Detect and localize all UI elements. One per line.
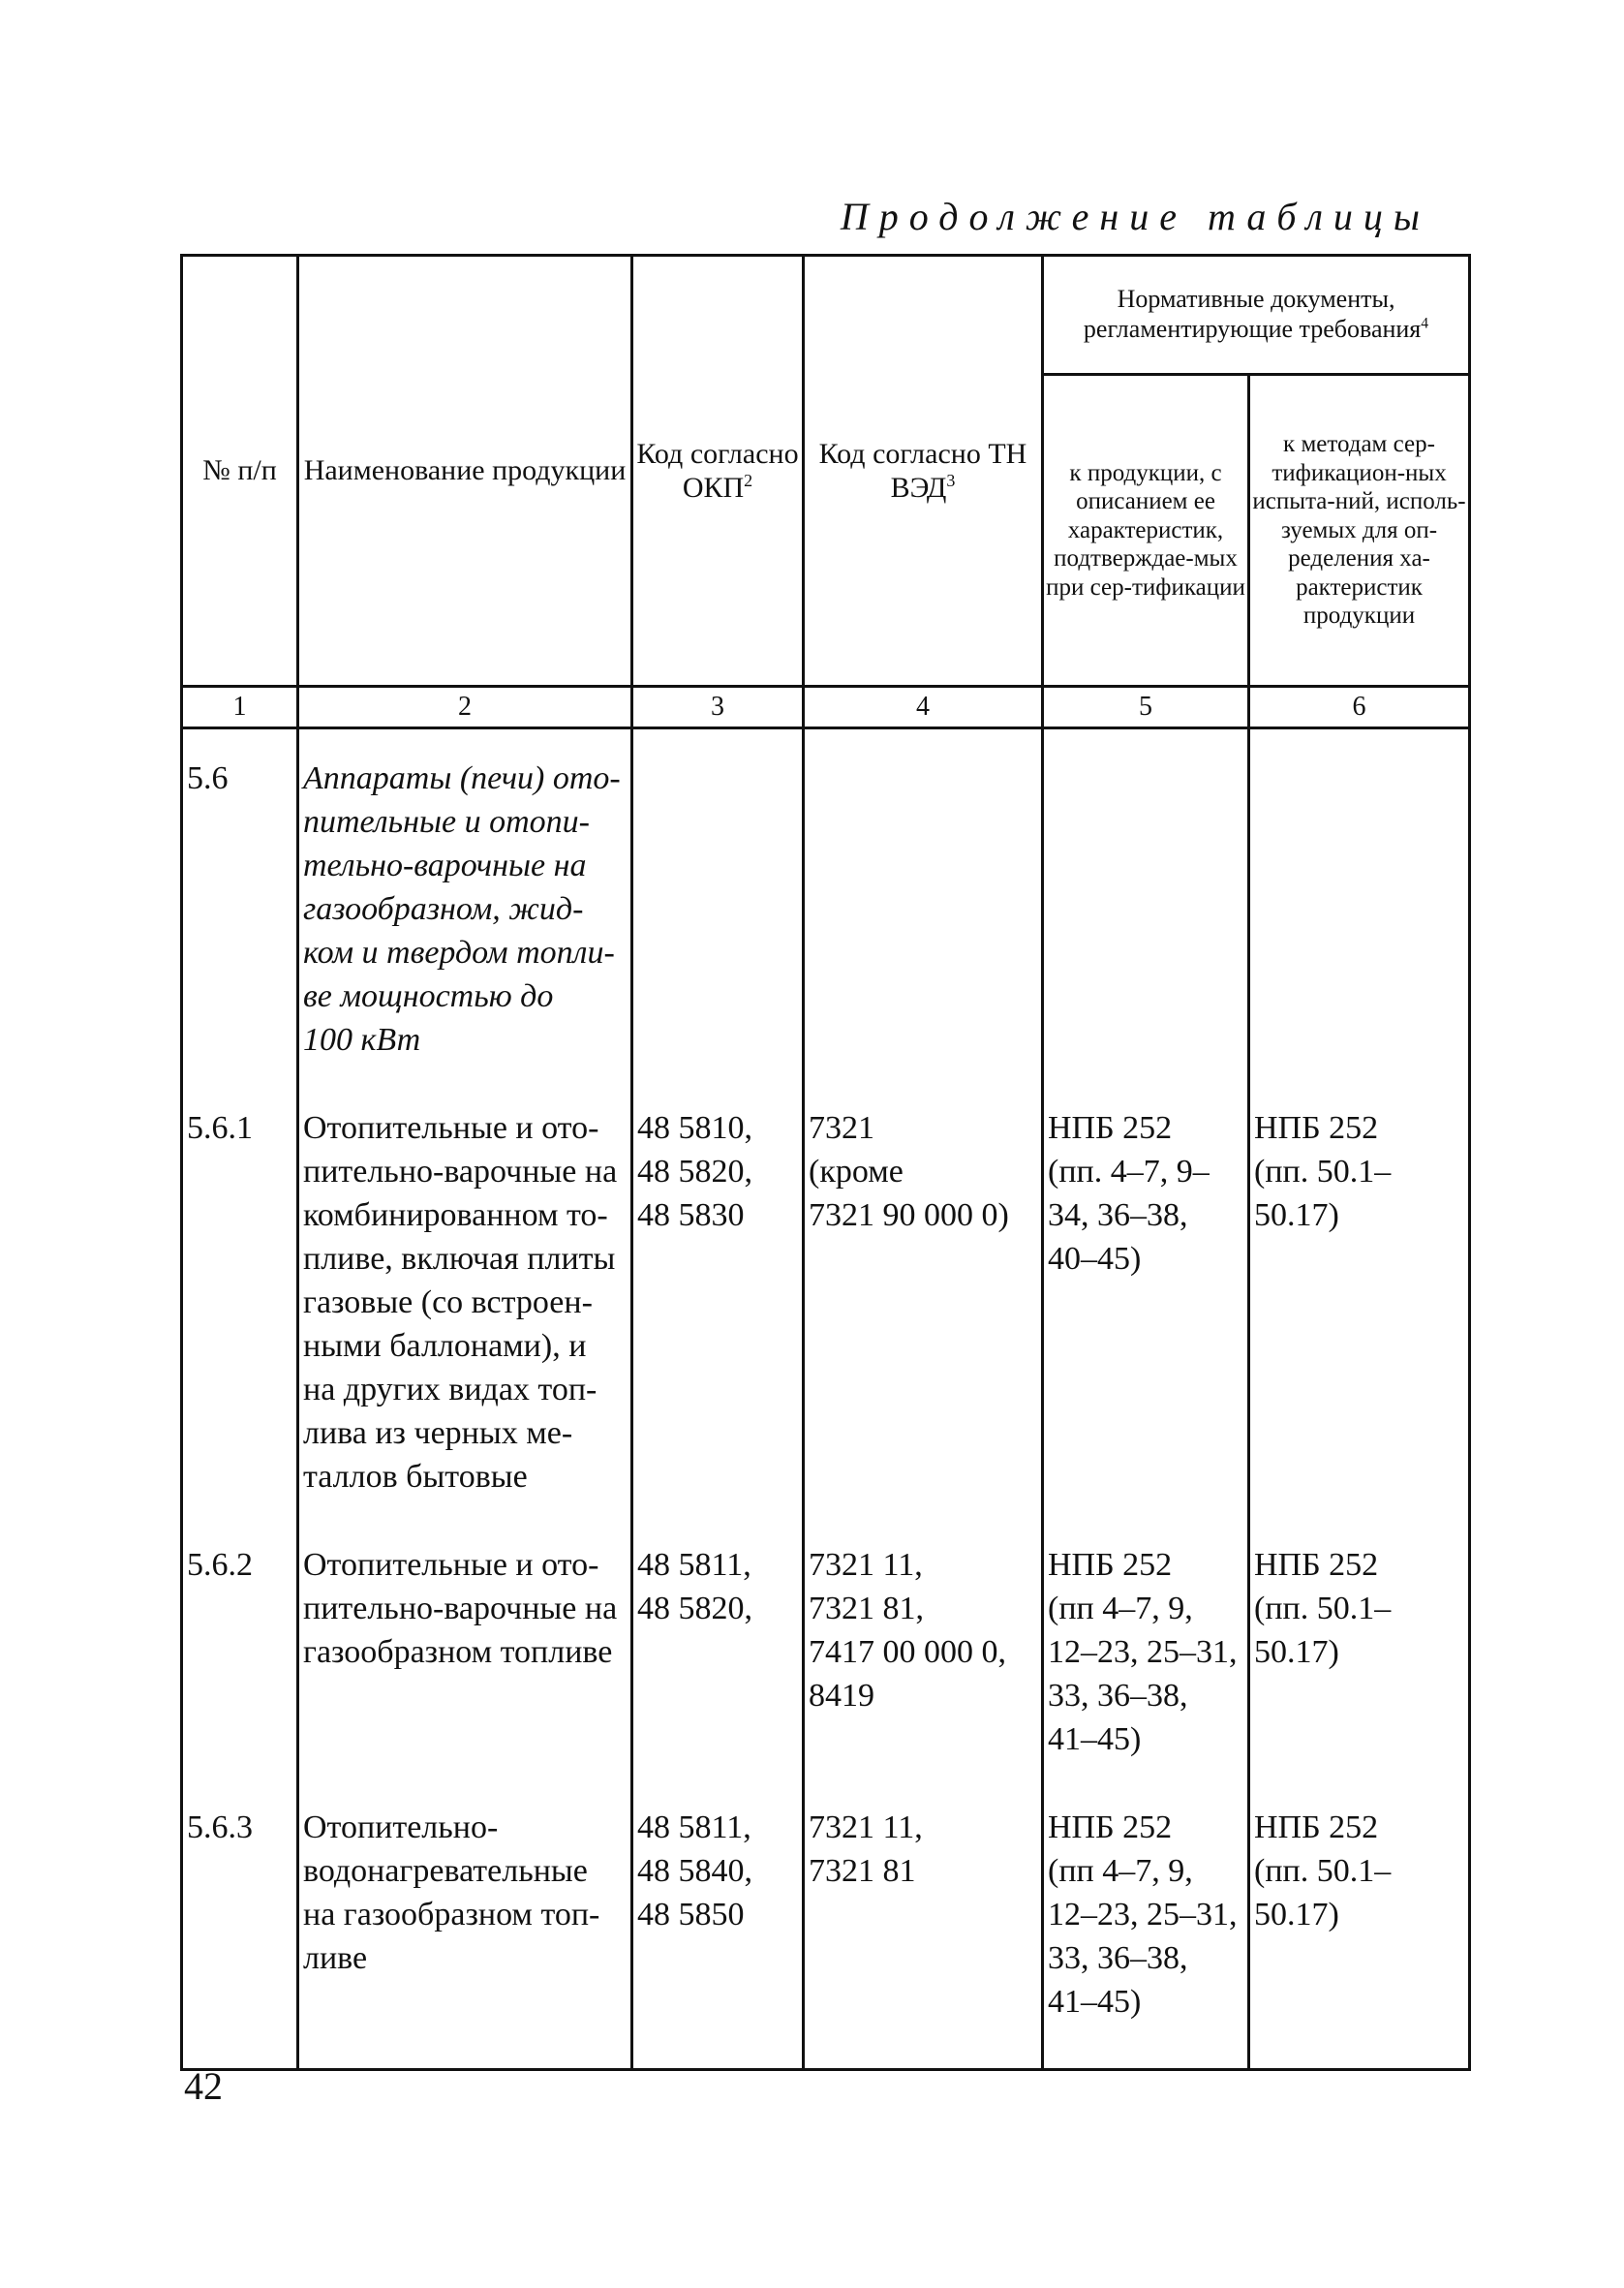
test-methods: НПБ 252 (пп. 50.1– 50.17) <box>1249 1106 1470 1543</box>
okp-code <box>632 728 804 1107</box>
okp-code: 48 5811, 48 5820, <box>632 1543 804 1806</box>
okp-code: 48 5811, 48 5840, 48 5850 <box>632 1806 804 2070</box>
product-requirements: НПБ 252 (пп 4–7, 9, 12–23, 25–31, 33, 36–38, 41–45) <box>1043 1543 1249 1806</box>
tnved-code: 7321 11, 7321 81, 7417 00 000 0, 8419 <box>804 1543 1043 1806</box>
column-number: 4 <box>804 687 1043 728</box>
page-number: 42 <box>184 2064 223 2108</box>
header-test-methods: к методам сер-тификацион-ных испыта-ний, исполь-зуемых для оп-ределения ха-рактеристик продукции <box>1249 375 1470 687</box>
test-methods: НПБ 252 (пп. 50.1– 50.17) <box>1249 1806 1470 2070</box>
continuation-label: Продолжение таблицы <box>840 195 1430 238</box>
header-product-requirements: к продукции, с описанием ее характеристик, подтверждае-мых при сер-тификации <box>1043 375 1249 687</box>
table-row <box>182 1806 1470 2070</box>
table-row <box>182 728 1470 1107</box>
table-row <box>182 1543 1470 1806</box>
row-number: 5.6.1 <box>182 1106 298 1543</box>
tnved-code: 7321 (кроме 7321 90 000 0) <box>804 1106 1043 1543</box>
column-number: 5 <box>1043 687 1249 728</box>
row-number: 5.6 <box>182 728 298 1107</box>
certification-table <box>180 254 1468 2071</box>
product-requirements: НПБ 252 (пп 4–7, 9, 12–23, 25–31, 33, 36–38, 41–45) <box>1043 1806 1249 2070</box>
tnved-code <box>804 728 1043 1107</box>
header-product-name: Наименование продукции <box>298 256 632 687</box>
column-number: 2 <box>298 687 632 728</box>
product-name: Аппараты (печи) ото- пительные и отопи- тельно-варочные на газообразном, жид- ком и твердом топли- ве мощностью до 100 кВт <box>298 728 632 1107</box>
product-name: Отопительно- водонагревательные на газообразном топ- ливе <box>298 1806 632 2070</box>
header-tnved-code: Код согласно ТН ВЭД$^3$ <box>804 256 1043 687</box>
header-normative-documents: Нормативные документы, регламентирующие требования$^4$ <box>1043 256 1470 375</box>
row-number: 5.6.3 <box>182 1806 298 2070</box>
product-requirements <box>1043 728 1249 1107</box>
column-number: 3 <box>632 687 804 728</box>
header-okp-code: Код согласно ОКП$^2$ <box>632 256 804 687</box>
okp-code: 48 5810, 48 5820, 48 5830 <box>632 1106 804 1543</box>
tnved-code: 7321 11, 7321 81 <box>804 1806 1043 2070</box>
product-requirements: НПБ 252 (пп. 4–7, 9– 34, 36–38, 40–45) <box>1043 1106 1249 1543</box>
row-number: 5.6.2 <box>182 1543 298 1806</box>
test-methods: НПБ 252 (пп. 50.1– 50.17) <box>1249 1543 1470 1806</box>
column-number: 1 <box>182 687 298 728</box>
header-number: № п/п <box>182 256 298 687</box>
table-row <box>182 1106 1470 1543</box>
test-methods <box>1249 728 1470 1107</box>
column-number: 6 <box>1249 687 1470 728</box>
product-name: Отопительные и ото- пительно-варочные на комбинированном то- пливе, включая плиты газовые (со встроен- ными баллонами), и на других видах топ- лива из черных ме- таллов бытовые <box>298 1106 632 1543</box>
product-name: Отопительные и ото- пительно-варочные на газообразном топливе <box>298 1543 632 1806</box>
